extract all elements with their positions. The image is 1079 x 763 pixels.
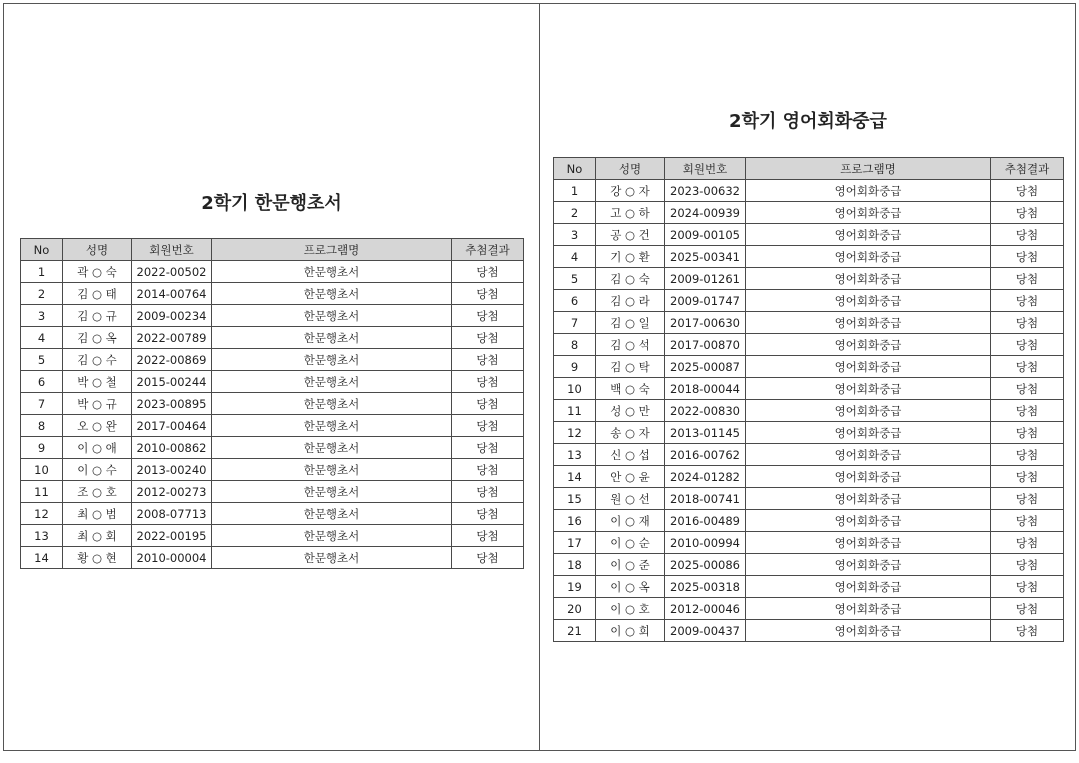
cell-no: 4 [21, 327, 63, 349]
cell-name: 김 ○ 탁 [596, 356, 665, 378]
header-result: 추첨결과 [452, 239, 524, 261]
cell-result: 당첨 [452, 393, 524, 415]
cell-result: 당첨 [452, 503, 524, 525]
table-row [21, 547, 524, 569]
cell-name: 강 ○ 자 [596, 180, 665, 202]
table-row [554, 422, 1064, 444]
cell-result: 당첨 [452, 261, 524, 283]
table-row [554, 290, 1064, 312]
cell-result: 당첨 [991, 532, 1064, 554]
cell-result: 당첨 [452, 327, 524, 349]
cell-member-id: 2024-00939 [665, 202, 746, 224]
cell-result: 당첨 [991, 180, 1064, 202]
table-row [554, 268, 1064, 290]
table-row [554, 202, 1064, 224]
cell-member-id: 2016-00489 [665, 510, 746, 532]
cell-member-id: 2022-00789 [132, 327, 212, 349]
table-row [554, 510, 1064, 532]
header-member-id: 회원번호 [132, 239, 212, 261]
cell-name: 신 ○ 섭 [596, 444, 665, 466]
table-row [21, 349, 524, 371]
cell-program: 한문행초서 [212, 349, 452, 371]
cell-result: 당첨 [991, 334, 1064, 356]
cell-result: 당첨 [452, 459, 524, 481]
cell-program: 영어회화중급 [746, 268, 991, 290]
cell-program: 한문행초서 [212, 393, 452, 415]
cell-program: 한문행초서 [212, 283, 452, 305]
cell-program: 한문행초서 [212, 437, 452, 459]
cell-result: 당첨 [991, 356, 1064, 378]
cell-no: 1 [21, 261, 63, 283]
cell-no: 8 [554, 334, 596, 356]
cell-name: 이 ○ 수 [63, 459, 132, 481]
cell-name: 이 ○ 애 [63, 437, 132, 459]
cell-name: 이 ○ 준 [596, 554, 665, 576]
right-lottery-table [553, 157, 1064, 642]
cell-program: 영어회화중급 [746, 620, 991, 642]
cell-result: 당첨 [452, 283, 524, 305]
cell-no: 18 [554, 554, 596, 576]
cell-no: 19 [554, 576, 596, 598]
cell-no: 3 [554, 224, 596, 246]
cell-result: 당첨 [991, 400, 1064, 422]
cell-member-id: 2018-00741 [665, 488, 746, 510]
cell-member-id: 2009-00105 [665, 224, 746, 246]
table-row [21, 261, 524, 283]
cell-no: 6 [21, 371, 63, 393]
table-row [21, 525, 524, 547]
page-divider [539, 3, 540, 751]
cell-name: 김 ○ 수 [63, 349, 132, 371]
cell-member-id: 2009-00234 [132, 305, 212, 327]
cell-program: 영어회화중급 [746, 246, 991, 268]
cell-name: 박 ○ 규 [63, 393, 132, 415]
cell-member-id: 2009-01747 [665, 290, 746, 312]
header-name: 성명 [596, 158, 665, 180]
cell-program: 영어회화중급 [746, 422, 991, 444]
header-program: 프로그램명 [746, 158, 991, 180]
cell-member-id: 2014-00764 [132, 283, 212, 305]
cell-result: 당첨 [991, 422, 1064, 444]
cell-member-id: 2017-00870 [665, 334, 746, 356]
cell-no: 2 [554, 202, 596, 224]
cell-member-id: 2025-00087 [665, 356, 746, 378]
cell-name: 안 ○ 윤 [596, 466, 665, 488]
cell-program: 영어회화중급 [746, 224, 991, 246]
table-row [554, 554, 1064, 576]
cell-program: 영어회화중급 [746, 488, 991, 510]
table-row [554, 334, 1064, 356]
cell-name: 공 ○ 건 [596, 224, 665, 246]
cell-result: 당첨 [452, 525, 524, 547]
cell-program: 한문행초서 [212, 305, 452, 327]
cell-result: 당첨 [991, 312, 1064, 334]
cell-name: 김 ○ 일 [596, 312, 665, 334]
table-row [554, 378, 1064, 400]
table-row [21, 305, 524, 327]
cell-member-id: 2009-00437 [665, 620, 746, 642]
cell-result: 당첨 [452, 415, 524, 437]
cell-name: 송 ○ 자 [596, 422, 665, 444]
cell-result: 당첨 [991, 202, 1064, 224]
cell-no: 16 [554, 510, 596, 532]
cell-member-id: 2010-00004 [132, 547, 212, 569]
cell-no: 14 [21, 547, 63, 569]
cell-name: 김 ○ 태 [63, 283, 132, 305]
cell-name: 고 ○ 하 [596, 202, 665, 224]
cell-result: 당첨 [991, 510, 1064, 532]
cell-result: 당첨 [991, 620, 1064, 642]
header-program: 프로그램명 [212, 239, 452, 261]
cell-program: 영어회화중급 [746, 444, 991, 466]
cell-result: 당첨 [452, 371, 524, 393]
cell-name: 이 ○ 옥 [596, 576, 665, 598]
table-row [21, 481, 524, 503]
cell-program: 영어회화중급 [746, 400, 991, 422]
cell-no: 12 [554, 422, 596, 444]
cell-program: 영어회화중급 [746, 598, 991, 620]
cell-result: 당첨 [991, 378, 1064, 400]
cell-program: 한문행초서 [212, 261, 452, 283]
table-row [554, 246, 1064, 268]
table-row [554, 488, 1064, 510]
cell-member-id: 2010-00994 [665, 532, 746, 554]
cell-member-id: 2022-00502 [132, 261, 212, 283]
table-header-row [554, 158, 1064, 180]
header-result: 추첨결과 [991, 158, 1064, 180]
cell-no: 13 [21, 525, 63, 547]
cell-program: 한문행초서 [212, 327, 452, 349]
cell-result: 당첨 [452, 481, 524, 503]
cell-name: 오 ○ 완 [63, 415, 132, 437]
table-row [21, 393, 524, 415]
cell-member-id: 2016-00762 [665, 444, 746, 466]
cell-result: 당첨 [452, 305, 524, 327]
cell-name: 김 ○ 라 [596, 290, 665, 312]
cell-program: 영어회화중급 [746, 554, 991, 576]
cell-no: 2 [21, 283, 63, 305]
header-name: 성명 [63, 239, 132, 261]
cell-program: 영어회화중급 [746, 532, 991, 554]
cell-name: 황 ○ 현 [63, 547, 132, 569]
cell-no: 1 [554, 180, 596, 202]
cell-no: 3 [21, 305, 63, 327]
cell-program: 한문행초서 [212, 525, 452, 547]
cell-name: 최 ○ 범 [63, 503, 132, 525]
right-title: 2학기 영어회화중급 [729, 111, 887, 132]
table-row [554, 576, 1064, 598]
cell-result: 당첨 [452, 349, 524, 371]
cell-result: 당첨 [991, 444, 1064, 466]
cell-no: 10 [21, 459, 63, 481]
cell-result: 당첨 [991, 554, 1064, 576]
table-row [21, 283, 524, 305]
cell-result: 당첨 [991, 576, 1064, 598]
cell-program: 한문행초서 [212, 481, 452, 503]
cell-program: 영어회화중급 [746, 180, 991, 202]
cell-name: 이 ○ 재 [596, 510, 665, 532]
cell-member-id: 2015-00244 [132, 371, 212, 393]
cell-no: 11 [21, 481, 63, 503]
cell-no: 7 [554, 312, 596, 334]
cell-result: 당첨 [452, 437, 524, 459]
cell-member-id: 2013-01145 [665, 422, 746, 444]
table-row [554, 312, 1064, 334]
cell-member-id: 2013-00240 [132, 459, 212, 481]
cell-name: 김 ○ 규 [63, 305, 132, 327]
cell-name: 이 ○ 순 [596, 532, 665, 554]
cell-member-id: 2012-00046 [665, 598, 746, 620]
cell-name: 이 ○ 호 [596, 598, 665, 620]
table-header-row [21, 239, 524, 261]
cell-program: 영어회화중급 [746, 334, 991, 356]
cell-result: 당첨 [991, 466, 1064, 488]
cell-member-id: 2023-00632 [665, 180, 746, 202]
table-row [21, 437, 524, 459]
cell-member-id: 2012-00273 [132, 481, 212, 503]
table-row [554, 466, 1064, 488]
cell-no: 4 [554, 246, 596, 268]
table-row [554, 444, 1064, 466]
header-member-id: 회원번호 [665, 158, 746, 180]
table-row [554, 598, 1064, 620]
cell-no: 8 [21, 415, 63, 437]
cell-result: 당첨 [991, 268, 1064, 290]
header-no: No [554, 158, 596, 180]
cell-member-id: 2025-00318 [665, 576, 746, 598]
cell-result: 당첨 [991, 488, 1064, 510]
cell-no: 21 [554, 620, 596, 642]
cell-member-id: 2024-01282 [665, 466, 746, 488]
cell-result: 당첨 [991, 246, 1064, 268]
cell-member-id: 2018-00044 [665, 378, 746, 400]
cell-program: 한문행초서 [212, 547, 452, 569]
cell-program: 영어회화중급 [746, 378, 991, 400]
cell-name: 기 ○ 환 [596, 246, 665, 268]
cell-name: 곽 ○ 숙 [63, 261, 132, 283]
cell-no: 7 [21, 393, 63, 415]
cell-member-id: 2022-00195 [132, 525, 212, 547]
table-row [554, 224, 1064, 246]
cell-no: 9 [554, 356, 596, 378]
table-row [554, 532, 1064, 554]
table-row [21, 503, 524, 525]
header-no: No [21, 239, 63, 261]
cell-program: 영어회화중급 [746, 576, 991, 598]
cell-no: 14 [554, 466, 596, 488]
cell-no: 11 [554, 400, 596, 422]
cell-program: 영어회화중급 [746, 290, 991, 312]
cell-no: 6 [554, 290, 596, 312]
cell-program: 영어회화중급 [746, 356, 991, 378]
cell-no: 12 [21, 503, 63, 525]
table-row [554, 356, 1064, 378]
cell-program: 한문행초서 [212, 371, 452, 393]
table-row [554, 400, 1064, 422]
left-lottery-table [20, 238, 524, 569]
cell-no: 5 [554, 268, 596, 290]
cell-member-id: 2017-00630 [665, 312, 746, 334]
cell-program: 영어회화중급 [746, 202, 991, 224]
cell-member-id: 2017-00464 [132, 415, 212, 437]
cell-result: 당첨 [991, 290, 1064, 312]
cell-no: 13 [554, 444, 596, 466]
cell-program: 영어회화중급 [746, 312, 991, 334]
table-row [554, 620, 1064, 642]
cell-result: 당첨 [452, 547, 524, 569]
cell-no: 17 [554, 532, 596, 554]
cell-program: 영어회화중급 [746, 466, 991, 488]
cell-member-id: 2010-00862 [132, 437, 212, 459]
cell-program: 영어회화중급 [746, 510, 991, 532]
cell-name: 이 ○ 희 [596, 620, 665, 642]
cell-no: 5 [21, 349, 63, 371]
table-row [21, 459, 524, 481]
cell-no: 10 [554, 378, 596, 400]
cell-program: 한문행초서 [212, 503, 452, 525]
table-row [554, 180, 1064, 202]
cell-member-id: 2025-00341 [665, 246, 746, 268]
cell-no: 15 [554, 488, 596, 510]
cell-name: 성 ○ 만 [596, 400, 665, 422]
cell-member-id: 2022-00830 [665, 400, 746, 422]
cell-member-id: 2009-01261 [665, 268, 746, 290]
cell-name: 김 ○ 석 [596, 334, 665, 356]
cell-no: 9 [21, 437, 63, 459]
left-title: 2학기 한문행초서 [201, 193, 342, 214]
cell-result: 당첨 [991, 224, 1064, 246]
cell-name: 원 ○ 선 [596, 488, 665, 510]
cell-program: 한문행초서 [212, 459, 452, 481]
table-row [21, 415, 524, 437]
table-row [21, 371, 524, 393]
cell-name: 박 ○ 철 [63, 371, 132, 393]
cell-no: 20 [554, 598, 596, 620]
cell-name: 최 ○ 회 [63, 525, 132, 547]
cell-name: 김 ○ 옥 [63, 327, 132, 349]
cell-member-id: 2008-07713 [132, 503, 212, 525]
cell-member-id: 2025-00086 [665, 554, 746, 576]
cell-member-id: 2022-00869 [132, 349, 212, 371]
cell-name: 조 ○ 호 [63, 481, 132, 503]
cell-result: 당첨 [991, 598, 1064, 620]
cell-name: 김 ○ 숙 [596, 268, 665, 290]
table-row [21, 327, 524, 349]
cell-member-id: 2023-00895 [132, 393, 212, 415]
cell-program: 한문행초서 [212, 415, 452, 437]
cell-name: 백 ○ 숙 [596, 378, 665, 400]
